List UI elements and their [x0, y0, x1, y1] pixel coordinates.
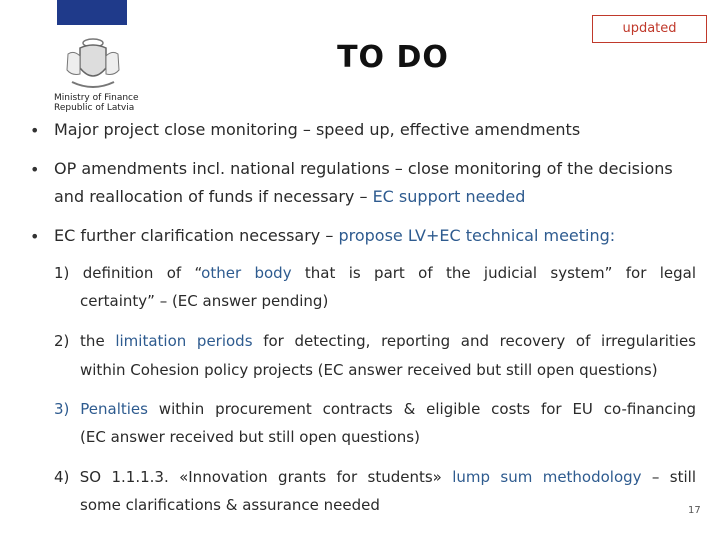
bullet-3-text — [54, 226, 615, 245]
subitem-3-part-c: within procurement contracts & eligible costs for EU co-financing — [147, 400, 696, 418]
subitem-3-line-2: (EC answer received but still open questions) — [80, 428, 420, 446]
subitem-3-line-1 — [54, 400, 696, 418]
page-number: 17 — [688, 505, 701, 516]
subitem-1-line-2: certainty” – (EC answer pending) — [80, 292, 329, 310]
bullet-marker: • — [30, 160, 40, 179]
subitem-4-highlight: lump sum methodology — [452, 468, 642, 486]
subitem-1-line-1 — [54, 264, 696, 282]
status-badge: updated — [592, 15, 707, 43]
bullet-2-lead: OP amendments — [54, 159, 188, 178]
bullet-1-rest: – speed up, effective amendments — [297, 120, 581, 139]
subitem-2-line-2: within Cohesion policy projects (EC answer received but still open questions) — [80, 361, 658, 379]
ministry-name — [54, 93, 139, 113]
page-title: TO DO — [337, 40, 449, 75]
subitem-2-line-1 — [54, 332, 696, 350]
bullet-2-highlight: EC support needed — [372, 187, 526, 206]
ministry-line-2: Republic of Latvia — [54, 103, 135, 113]
bullet-1-lead: Major project close monitoring — [54, 120, 298, 139]
subitem-3-highlight: 3) Penalties — [54, 400, 148, 418]
subitem-4-line-2: some clarifications & assurance needed — [80, 496, 380, 514]
subitem-1-highlight: other body — [201, 264, 292, 282]
subitem-4-part-c: – still — [641, 468, 697, 486]
bullet-2-line-2a: and reallocation of funds if necessary – — [54, 187, 373, 206]
bullet-marker: • — [30, 121, 40, 140]
bullet-marker: • — [30, 227, 40, 246]
bullet-3-lead: EC further clarification necessary – — [54, 226, 339, 245]
bullet-3-highlight: propose LV+EC technical meeting: — [338, 226, 616, 245]
bullet-2-line-2 — [54, 187, 525, 206]
subitem-1-part-c: that is part of the judicial system” for legal — [291, 264, 696, 282]
subitem-2-part-a: 2) the — [54, 332, 116, 350]
subitem-4-line-1 — [54, 468, 696, 486]
subitem-4-part-a: 4) SO 1.1.1.3. «Innovation grants for students» — [54, 468, 453, 486]
subitem-1-part-a: 1) definition of “ — [54, 264, 202, 282]
subitem-2-part-c: for detecting, reporting and recovery of irregularities — [252, 332, 696, 350]
subitem-2-highlight: limitation periods — [115, 332, 253, 350]
eu-flag-logo — [57, 0, 127, 25]
bullet-1-text — [54, 120, 580, 139]
bullet-2-text — [54, 159, 673, 178]
ministry-line-1: Ministry of Finance — [54, 93, 139, 103]
bullet-2-rest: incl. national regulations – close monitoring of the decisions — [187, 159, 673, 178]
